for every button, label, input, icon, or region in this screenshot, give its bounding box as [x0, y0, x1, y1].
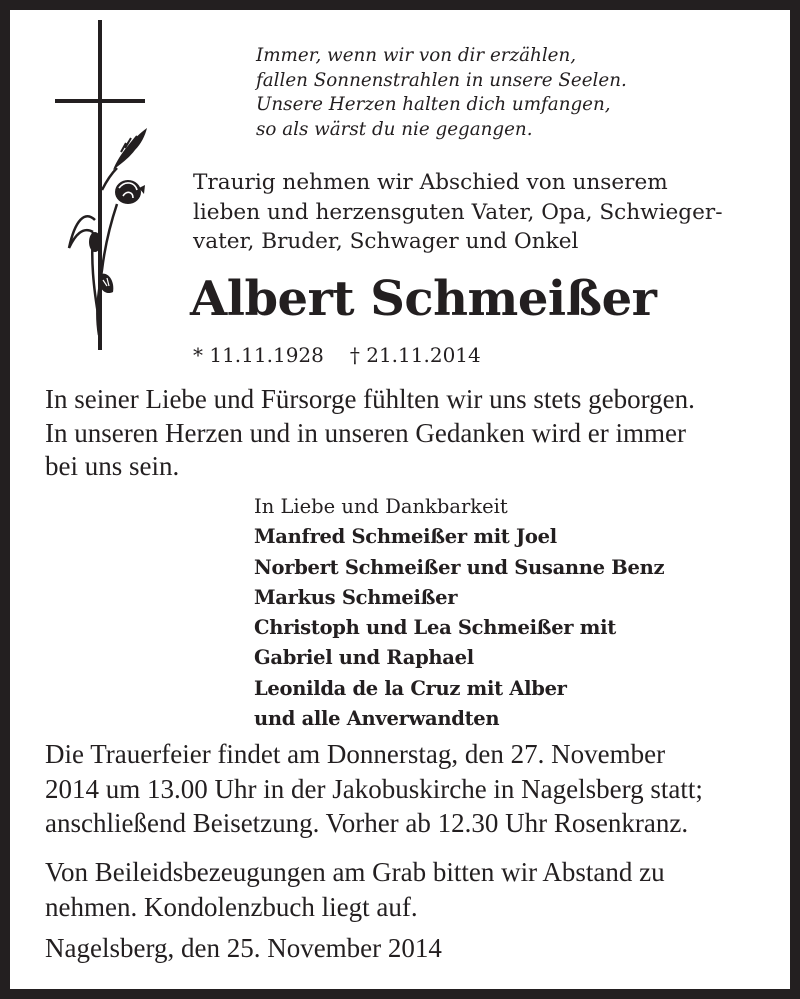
- mourner-line: Christoph und Lea Schmeißer mit: [254, 616, 616, 640]
- poem-verse: [256, 44, 627, 142]
- mourner-line: Gabriel und Raphael: [254, 646, 474, 670]
- obituary-notice: [10, 10, 790, 989]
- mourner-line: Markus Schmeißer: [254, 585, 458, 609]
- funeral-info: [45, 737, 703, 841]
- condolence-line: nehmen. Kondolenzbuch liegt auf.: [45, 891, 418, 922]
- intro-text: [193, 168, 723, 257]
- tribute-text: [45, 383, 695, 484]
- mourner-line: Leonilda de la Cruz mit Alber: [254, 676, 567, 700]
- poem-line: so als wärst du nie gegangen.: [256, 118, 533, 140]
- poem-line: Immer, wenn wir von dir erzählen,: [256, 45, 577, 66]
- intro-line: vater, Bruder, Schwager und Onkel: [193, 229, 579, 254]
- intro-line: Traurig nehmen wir Abschied von unserem: [193, 170, 668, 195]
- funeral-line: anschließend Beisetzung. Vorher ab 12.30 Uhr Rosenkranz.: [45, 808, 689, 838]
- deceased-name: Albert Schmeißer: [190, 271, 657, 327]
- mourner-line: Manfred Schmeißer mit Joel: [254, 525, 557, 549]
- mourner-line: Norbert Schmeißer und Susanne Benz: [254, 555, 665, 579]
- cross-with-rose-and-wheat-icon: [55, 20, 155, 350]
- life-dates: [193, 343, 507, 367]
- tribute-line: In unseren Herzen und in unseren Gedanken wird er immer: [45, 417, 687, 448]
- funeral-line: Die Trauerfeier findet am Donnerstag, den 27. November: [45, 739, 666, 769]
- intro-line: lieben und herzensguten Vater, Opa, Schwieger-: [193, 199, 723, 225]
- signature-intro: In Liebe und Dankbarkeit: [254, 495, 508, 518]
- funeral-line: 2014 um 13.00 Uhr in der Jakobuskirche in Nagelsberg statt;: [45, 773, 703, 804]
- condolence-info: [45, 855, 665, 924]
- poem-line: fallen Sonnenstrahlen in unsere Seelen.: [256, 69, 627, 91]
- birth-date: * 11.11.1928: [193, 343, 324, 367]
- condolence-line: Von Beileidsbezeugungen am Grab bitten wir Abstand zu: [45, 857, 665, 887]
- mourner-line: und alle Anverwandten: [254, 707, 500, 731]
- tribute-line: In seiner Liebe und Fürsorge fühlten wir uns stets geborgen.: [45, 384, 695, 414]
- poem-line: Unsere Herzen halten dich umfangen,: [256, 94, 611, 115]
- tribute-line: bei uns sein.: [45, 451, 180, 481]
- death-date: † 21.11.2014: [349, 343, 481, 367]
- mourners-signature: [254, 492, 664, 734]
- place-and-date: Nagelsberg, den 25. November 2014: [45, 933, 442, 963]
